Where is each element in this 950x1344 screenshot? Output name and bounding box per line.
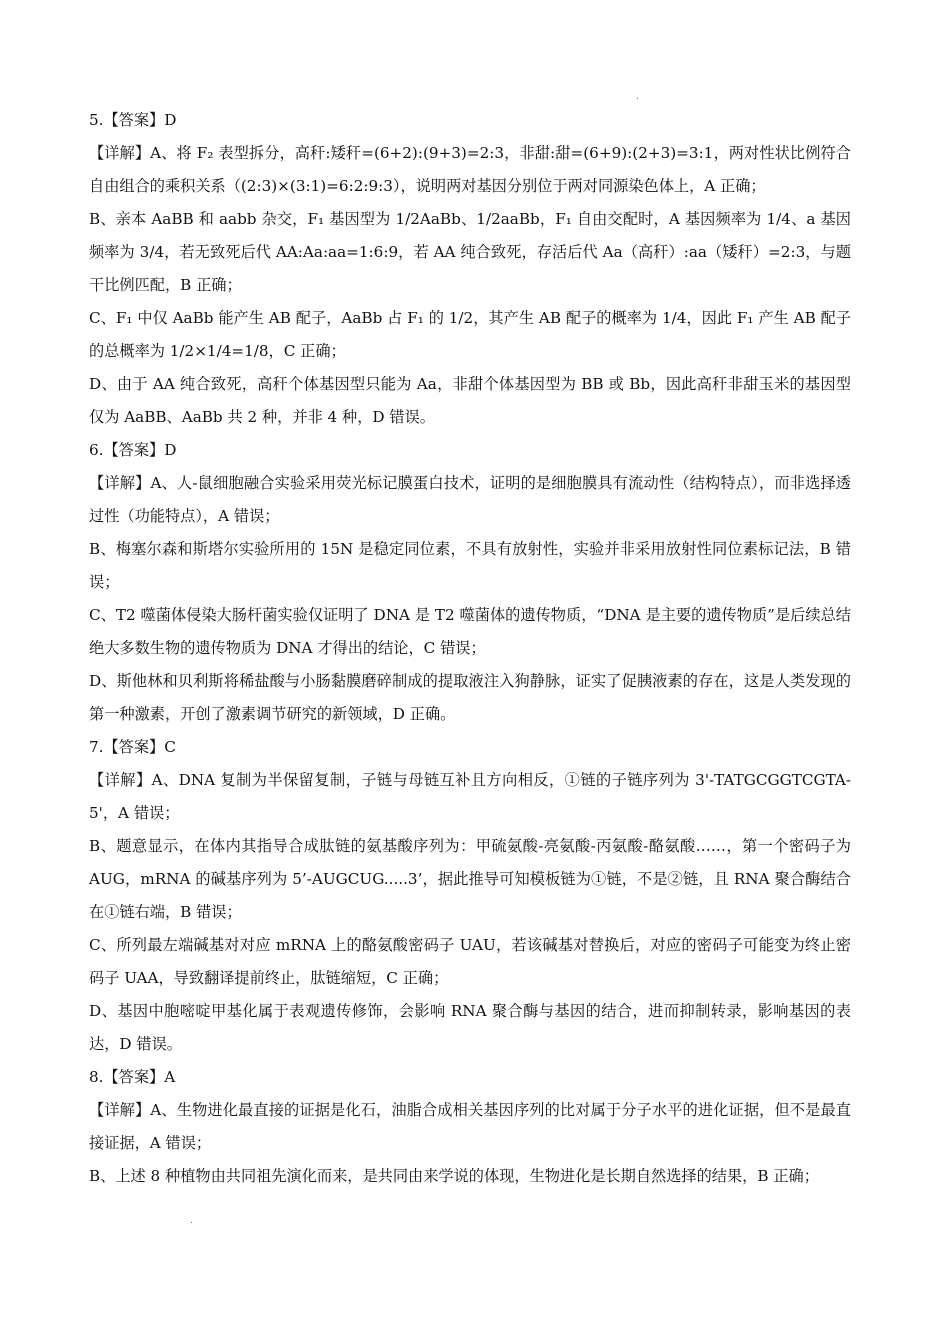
stray-mark-top: . <box>636 92 639 102</box>
answer-heading-6: 6.【答案】D <box>89 441 177 459</box>
stray-mark-bottom: . <box>190 1216 193 1226</box>
explanation-7-d: D、基因中胞嘧啶甲基化属于表观遗传修饰，会影响 RNA 聚合酶与基因的结合，进而抑制转录，影响基因的表达，D 错误。 <box>89 1002 851 1053</box>
answer-heading-7: 7.【答案】C <box>89 738 176 756</box>
explanation-6-d: D、斯他林和贝利斯将稀盐酸与小肠黏膜磨碎制成的提取液注入狗静脉，证实了促胰液素的存在，这是人类发现的第一种激素，开创了激素调节研究的新领域，D 正确。 <box>89 672 851 723</box>
answer-heading-8: 8.【答案】A <box>89 1068 176 1086</box>
explanation-5-a: 【详解】A、将 F₂ 表型拆分，高秆:矮秆=(6+2):(9+3)=2:3，非甜:甜=(6+9):(2+3)=3:1，两对性状比例符合自由组合的乘积关系（(2:3)×(3:1)=6:2:9:3），说明两对基因分别位于两对同源染色体上，A 正确； <box>89 144 851 195</box>
answer-heading-5: 5.【答案】D <box>89 111 177 129</box>
explanation-5-d: D、由于 AA 纯合致死，高秆个体基因型只能为 Aa，非甜个体基因型为 BB 或 Bb，因此高秆非甜玉米的基因型仅为 AaBB、AaBb 共 2 种，并非 4 种，D 错误。 <box>89 375 851 426</box>
explanation-7-c: C、所列最左端碱基对对应 mRNA 上的酪氨酸密码子 UAU，若该碱基对替换后，对应的密码子可能变为终止密码子 UAA，导致翻译提前终止，肽链缩短，C 正确； <box>89 936 851 987</box>
explanation-8-b: B、上述 8 种植物由共同祖先演化而来，是共同由来学说的体现，生物进化是长期自然选择的结果，B 正确； <box>89 1167 819 1185</box>
explanation-7-b: B、题意显示，在体内其指导合成肽链的氨基酸序列为：甲硫氨酸-亮氨酸-丙氨酸-酪氨酸……，第一个密码子为 AUG，mRNA 的碱基序列为 5’-AUGCUG.....3’，据此推导可知模板链为①链，不是②链，且 RNA 聚合酶结合在①链右端，B 错误； <box>89 837 851 921</box>
explanation-5-c: C、F₁ 中仅 AaBb 能产生 AB 配子，AaBb 占 F₁ 的 1/2，其产生 AB 配子的概率为 1/4，因此 F₁ 产生 AB 配子的总概率为 1/2×1/4=1/8，C 正确； <box>89 309 851 360</box>
explanation-6-b: B、梅塞尔森和斯塔尔实验所用的 15N 是稳定同位素，不具有放射性，实验并非采用放射性同位素标记法，B 错误； <box>89 540 851 591</box>
explanation-6-c: C、T2 噬菌体侵染大肠杆菌实验仅证明了 DNA 是 T2 噬菌体的遗传物质，“DNA 是主要的遗传物质”是后续总结绝大多数生物的遗传物质为 DNA 才得出的结论，C 错误； <box>89 606 851 657</box>
answer-explanations <box>89 104 851 1193</box>
explanation-6-a: 【详解】A、人-鼠细胞融合实验采用荧光标记膜蛋白技术，证明的是细胞膜具有流动性（结构特点），而非选择透过性（功能特点），A 错误； <box>89 474 851 525</box>
explanation-8-a: 【详解】A、生物进化最直接的证据是化石，油脂合成相关基因序列的比对属于分子水平的进化证据，但不是最直接证据，A 错误； <box>89 1101 851 1152</box>
explanation-7-a: 【详解】A、DNA 复制为半保留复制，子链与母链互补且方向相反，①链的子链序列为 3'-TATGCGGTCGTA-5'，A 错误； <box>89 771 851 822</box>
explanation-5-b: B、亲本 AaBB 和 aabb 杂交，F₁ 基因型为 1/2AaBb、1/2aaBb，F₁ 自由交配时，A 基因频率为 1/4、a 基因频率为 3/4，若无致死后代 AA:Aa:aa=1:6:9，若 AA 纯合致死，存活后代 Aa（高秆）:aa（矮秆）=2:3，与题干比例匹配，B 正确； <box>89 210 851 294</box>
